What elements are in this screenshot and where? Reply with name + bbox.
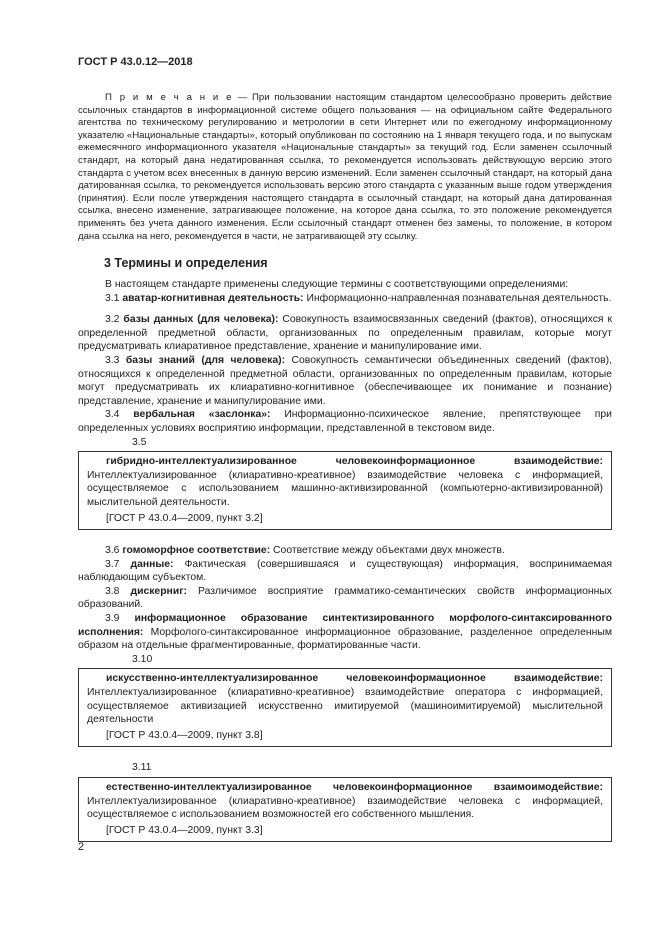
term-name: гибридно-интеллектуализированное человекоинформационное взаимодействие: [106,456,603,468]
term-name: искусственно-интеллектуализированное человекоинформационное взаимодействие: [106,673,603,685]
quoted-term-box [78,777,612,842]
term-number: 3.1 [105,292,120,304]
term-3-4 [78,408,612,435]
term-source-reference: [ГОСТ Р 43.0.4—2009, пункт 3.2] [106,512,263,524]
section-title: 3 Термины и определения [104,256,268,270]
term-name: аватар-когнитивная деятельность: [122,292,304,304]
term-number: 3.3 [105,354,120,366]
term-number: 3.7 [105,558,120,570]
term-definition: Интеллектуализированное (клиаративно-креативное) взаимодействие человека с информацией, осуществляемое с использованием возможностей его собственного мышления. [87,795,603,821]
term-definition: Интеллектуализированное (клиаративно-креативное) взаимодействие человека с информацией, осуществляемое с использованием машинно-активизированной (компьютерно-активизированной) мыслительной деятельности. [87,469,603,508]
term-definition: Различимое восприятие грамматико-семантических свойств информационных образований. [78,585,612,611]
term-3-3 [78,354,612,408]
term-name: базы данных (для человека): [123,314,279,326]
note-label: П р и м е ч а н и е [105,92,234,103]
term-3-10 [87,672,603,726]
term-3-7 [78,558,612,585]
term-number: 3.2 [105,314,120,326]
term-definition: Фактическая (совершившаяся и существующая) информация, воспринимаемая наблюдающим субъектом. [78,558,612,584]
term-definition: Совокупность взаимосвязанных сведений (фактов), относящихся к определенной предметной области, организованных по определенным правилам, которые могут предусматривать клиаративное представление, хранение и манипулирование ими. [78,314,613,353]
term-3-2 [78,313,612,354]
page-number: 2 [78,841,85,853]
term-definition: Интеллектуализированное (клиаративно-креативное) взаимодействие оператора с информацией, осуществляемое активизацией искусственно имитируемой (машиноимитируемой) мыслительной деятельности [87,687,603,726]
term-3-11 [87,781,603,822]
term-3-9 [78,612,612,653]
term-definition: Совокупность семантически объединенных сведений (фактов), относящихся к определенной предметной области, организованных по определенным правилам, которые могут предусматривать их клиаративно-когнитивное (обеспечивающее их понимание и познание) представление, хранение и манипулирование ими. [78,354,613,407]
term-3-1 [78,292,612,306]
term-number: 3.6 [105,545,120,557]
quoted-term-box [78,451,612,530]
term-name: гомоморфное соответствие: [122,545,271,557]
quoted-term-box [78,668,612,747]
term-name: базы знаний (для человека): [125,354,286,366]
term-source-reference: [ГОСТ Р 43.0.4—2009, пункт 3.8] [106,729,263,741]
term-3-6 [78,544,612,558]
terms-body [78,278,612,842]
term-number: 3.10 [132,653,153,665]
document-header: ГОСТ Р 43.0.12—2018 [78,56,193,68]
term-definition: Информационно-направленная познавательная деятельность. [303,292,612,304]
term-number: 3.9 [105,613,120,625]
term-number: 3.5 [132,436,147,448]
term-name: вербальная «заслонка»: [133,409,271,421]
term-3-5 [87,455,603,509]
term-name: данные: [130,558,174,570]
note-block [78,92,612,243]
term-definition: Информационно-психическое явление, препятствующее при определенных условиях восприятию информации, представленной в текстовом виде. [78,409,612,434]
term-3-8 [78,585,612,612]
note-text: — При пользовании настоящим стандартом целесообразно проверить действие ссылочных стандартов в информационной системе общего пользования — на официальном сайте Федерального агентства по техническому регулированию и метрологии в сети Интернет или по ежегодному информационному указателю «Национальные стандарты», который опубликован по состоянию на 1 января текущего года, и по выпускам ежемесячного информационного указателя «Национальные стандарты» за текущий год. Если заменен ссылочный стандарт, на который дана недатированная ссылка, то рекомендуется использовать действующую версию этого стандарта с учетом всех внесенных в данную версию изменений. Если заменен ссылочный стандарт, на который дана датированная ссылка, то рекомендуется использовать версию этого стандарта с указанным выше годом утверждения (принятия). Если после утверждения настоящего стандарта в ссылочный стандарт, на который дана датированная ссылка, внесено изменение, затрагивающее положение, на которое дана ссылка, то это положение рекомендуется применять без учета данного изменения. Если ссылочный стандарт отменен без замены, то положение, в котором дана ссылка на него, рекомендуется в части, не затрагивающей эту ссылку. [78,92,612,242]
term-number: 3.4 [105,409,120,421]
term-number: 3.8 [105,585,120,597]
term-definition: Морфолого-синтаксированное информационное образование, разделенное определенным образом на отдельные фрагментированные, форматированные части. [78,626,612,652]
section-intro: В настоящем стандарте применены следующие термины с соответствующими определениями: [105,279,569,290]
term-name: естественно-интеллектуализированное человекоинформационное взаимоимодействие: [106,782,603,793]
term-name: дискерниг: [130,585,188,597]
term-definition: Соответствие между объектами двух множеств. [270,545,505,557]
term-name: информационное образование синтектизированного морфолого-синтаксированного исполнения: [78,613,613,638]
term-number: 3.11 [132,762,152,774]
term-source-reference: [ГОСТ Р 43.0.4—2009, пункт 3.3] [106,824,263,836]
